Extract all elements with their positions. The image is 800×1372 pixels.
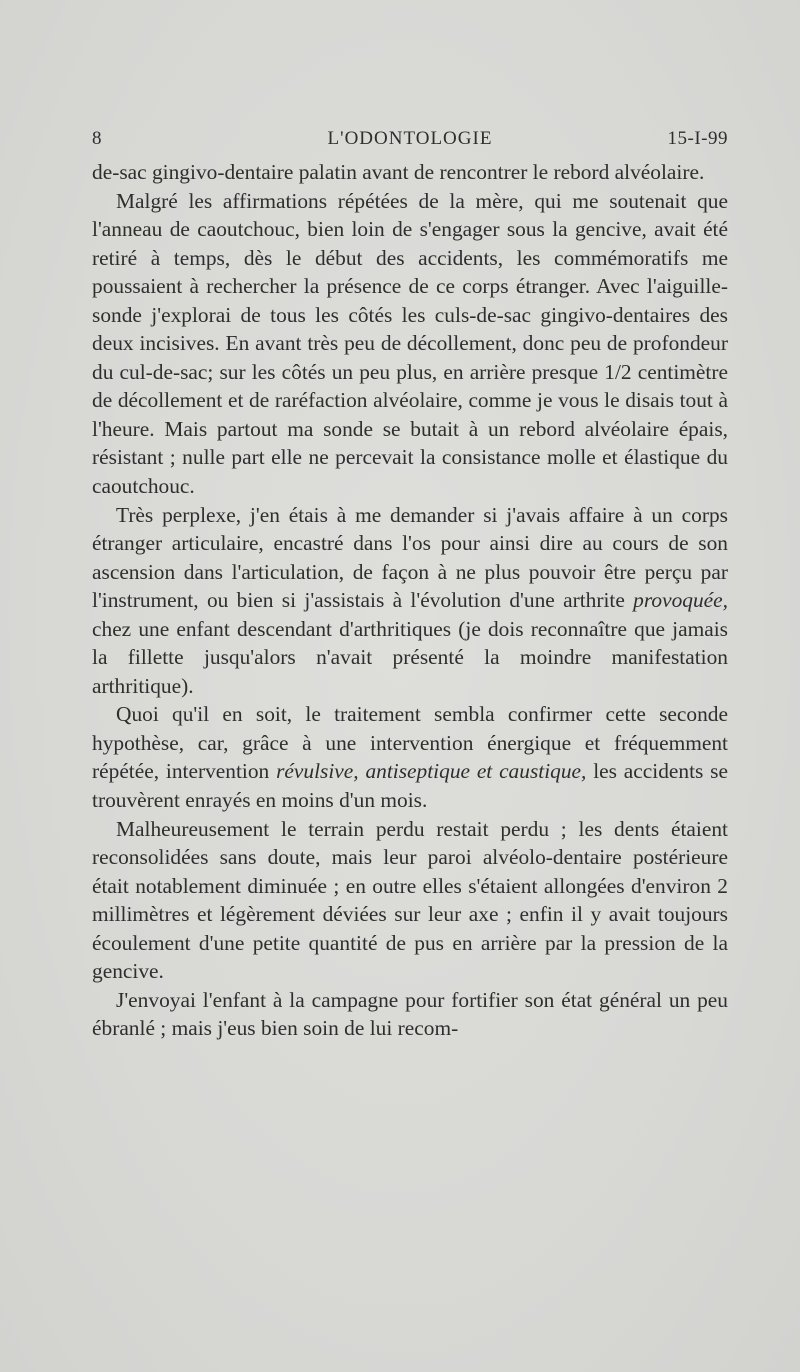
journal-title: L'ODONTOLOGIE bbox=[327, 128, 493, 149]
paragraph-4-text-b: les accidents se trouvèrent enrayés en moins d'un mois. bbox=[92, 759, 728, 813]
paragraph-2: Malgré les affirmations répétées de la mère, qui me soutenait que l'anneau de caoutchouc, bien loin de s'engager sous la gencive, avait été retiré à temps, dès le début des accidents, les commémoratifs me poussaient à rechercher la présence de ce corps étranger. Avec l'aiguille-sonde j'explorai de tous les côtés les culs-de-sac gingivo-dentaires des deux incisives. En avant très peu de décollement, donc peu de profondeur du cul-de-sac; sur les côtés un peu plus, en arrière presque 1/2 centimètre de décollement et de raréfaction alvéolaire, comme je vous le disais tout à l'heure. Mais partout ma sonde se butait à un rebord alvéolaire épais, résistant ; nulle part elle ne percevait la consistance molle et élastique du caoutchouc. bbox=[92, 188, 728, 499]
page-number: 8 bbox=[92, 128, 102, 149]
paragraph-4-text-a: Quoi qu'il en soit, le traitement sembla confirmer cette seconde hypothèse, car, grâce à une intervention énergique et fréquemment répétée, intervention bbox=[92, 702, 728, 784]
paragraph-6: J'envoyai l'enfant à la campagne pour fortifier son état général un peu ébranlé ; mais j'eus bien soin de lui recom- bbox=[92, 987, 728, 1041]
paragraph-3-text-b: chez une enfant descendant d'arthritiques (je dois reconnaître que jamais la fillette jusqu'alors n'avait présenté la moindre manifestation arthritique). bbox=[92, 616, 728, 698]
body-text bbox=[92, 158, 728, 1043]
paragraph-3-text-a: Très perplexe, j'en étais à me demander si j'avais affaire à un corps étranger articulaire, encastré dans l'os pour ainsi dire au cours de son ascension dans l'articulation, de façon à ne plus pouvoir être perçu par l'instrument, ou bien si j'assistais à l'évolution d'une arthrite bbox=[92, 502, 728, 613]
paragraph-3 bbox=[92, 501, 728, 701]
paragraph-4-italic: révulsive, antiseptique et caustique, bbox=[276, 759, 587, 784]
paragraph-4 bbox=[92, 700, 728, 814]
running-head bbox=[92, 128, 728, 156]
paragraph-3-italic: provoquée, bbox=[633, 588, 728, 613]
paragraph-1: de-sac gingivo-dentaire palatin avant de rencontrer le rebord alvéolaire. bbox=[92, 160, 705, 184]
issue-date: 15-I-99 bbox=[667, 128, 728, 149]
paragraph-5: Malheureusement le terrain perdu restait perdu ; les dents étaient reconsolidées sans doute, mais leur paroi alvéolo-dentaire postérieure était notablement diminuée ; en outre elles s'étaient allongées d'environ 2 millimètres et légèrement déviées sur leur axe ; enfin il y avait toujours écoulement d'une petite quantité de pus en arrière par la pression de la gencive. bbox=[92, 816, 728, 984]
